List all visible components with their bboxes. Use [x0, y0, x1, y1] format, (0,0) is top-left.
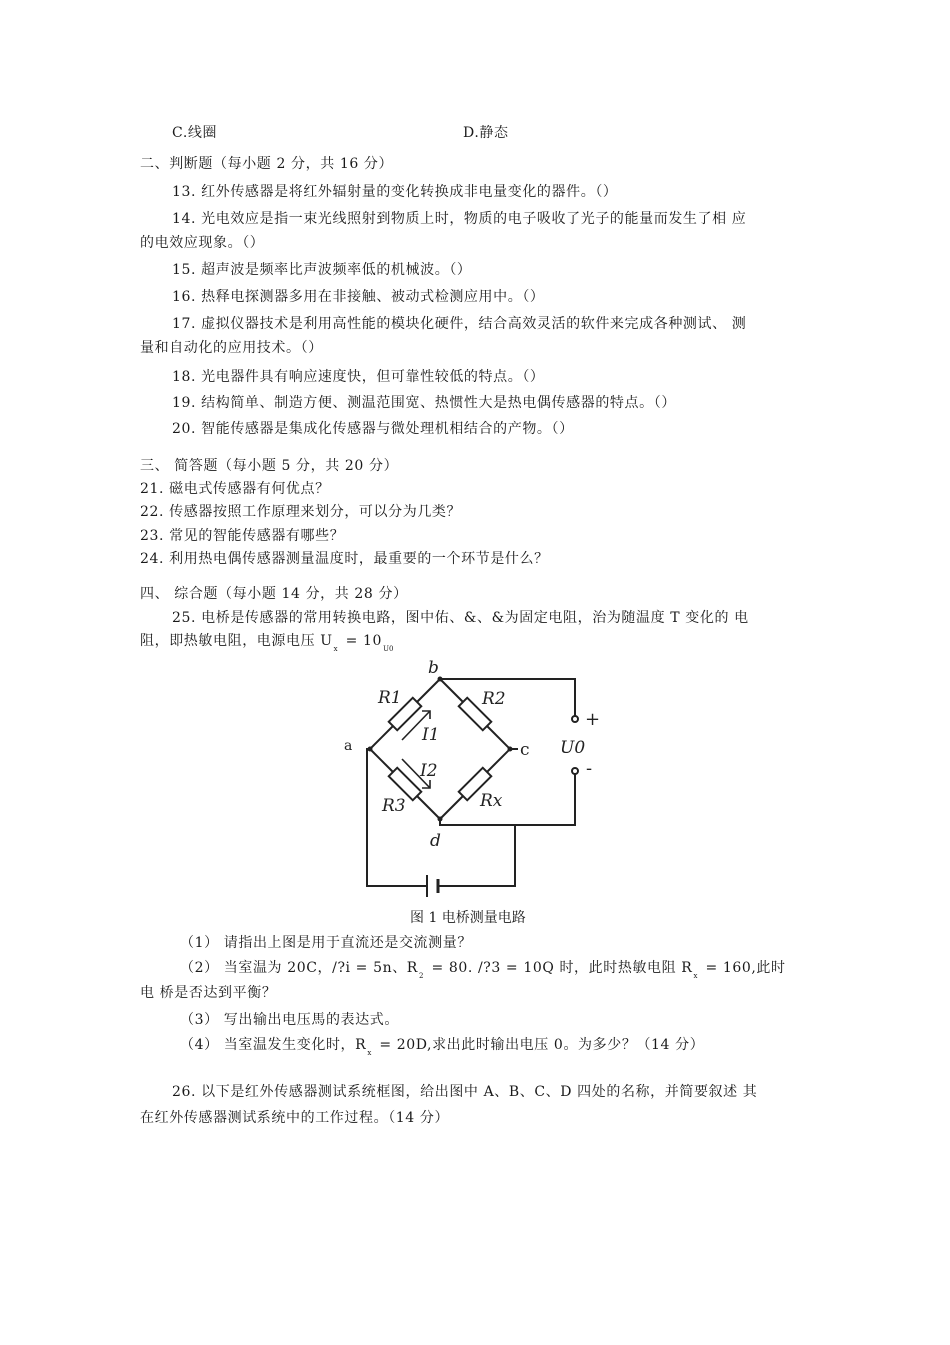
question-13: 13. 红外传感器是将红外辐射量的变化转换成非电量变化的器件。（）: [172, 184, 618, 200]
terminal-minus: [572, 768, 578, 774]
q25-text-a: 阻，即热敏电阻，电源电压 U: [140, 633, 333, 649]
question-24: 24. 利用热电偶传感器测量温度时，最重要的一个环节是什么？: [140, 551, 549, 567]
label-node-b: b: [428, 658, 439, 678]
question-17-line1: 17. 虚拟仪器技术是利用高性能的模块化硬件，结合高效灵活的软件来完成各种测试、 测: [172, 316, 747, 332]
node-c-dot: [508, 747, 513, 752]
bridge-circuit-figure: [330, 650, 620, 905]
subquestion-4: [180, 1036, 704, 1056]
label-node-d: d: [430, 831, 441, 851]
node-a-dot: [368, 747, 373, 752]
q25-sub-x: x: [333, 645, 338, 653]
s2-text-b: = 80. /?3 = 10Q 时，此时热敏电阻 R: [426, 960, 693, 976]
question-26-line1: 26. 以下是红外传感器测试系统框图，给出图中 A、B、C、D 四处的名称，并简要叙述 其: [172, 1084, 758, 1100]
s2-text-a: （2） 当室温为 20C，/?i = 5n、R: [180, 960, 418, 976]
question-22: 22. 传感器按照工作原理来划分，可以分为几类？: [140, 504, 462, 520]
s4-sub-x: x: [367, 1049, 372, 1057]
option-d: D.静态: [463, 125, 509, 141]
question-14-line1: 14. 光电效应是指一束光线照射到物质上时，物质的电子吸收了光子的能量而发生了相 应: [172, 211, 747, 227]
s2-sub-2: 2: [418, 972, 424, 980]
question-25-line2: [140, 632, 396, 652]
subquestion-1: （1） 请指出上图是用于直流还是交流测量？: [180, 935, 472, 951]
node-d-dot: [438, 817, 443, 822]
question-18: 18. 光电器件具有响应速度快，但可靠性较低的特点。（）: [172, 369, 545, 385]
label-minus: -: [586, 758, 593, 779]
label-u0: U0: [560, 738, 586, 758]
label-node-c: c: [520, 740, 530, 760]
question-25-line1: 25. 电桥是传感器的常用转换电路，图中佑、&、&为固定电阻，治为随温度 T 变化的 电: [172, 610, 749, 626]
q25-text-b: = 10: [340, 633, 383, 649]
question-21: 21. 磁电式传感器有何优点？: [140, 481, 330, 497]
question-26-line2: 在红外传感器测试系统中的工作过程。（14 分）: [140, 1110, 450, 1126]
question-14-line2: 的电效应现象。（）: [140, 235, 265, 251]
terminal-plus: [572, 716, 578, 722]
question-19: 19. 结构简单、制造方便、测温范围宽、热惯性大是热电偶传感器的特点。（）: [172, 395, 676, 411]
question-16: 16. 热释电探测器多用在非接触、被动式检测应用中。（）: [172, 289, 545, 305]
s2-text-c: = 160,此时: [700, 960, 786, 976]
option-c: C.线圈: [172, 125, 218, 141]
label-node-a: a: [344, 738, 353, 754]
s4-text-a: （4） 当室温发生变化时，R: [180, 1037, 367, 1053]
label-i1: I1: [422, 725, 440, 745]
s4-text-b: = 20D,求出此时输出电压 0。为多少？（14 分）: [374, 1037, 705, 1053]
question-20: 20. 智能传感器是集成化传感器与微处理机相结合的产物。（）: [172, 421, 574, 437]
question-17-line2: 量和自动化的应用技术。（）: [140, 340, 323, 356]
label-plus: +: [585, 709, 601, 730]
figure-caption: 图 1 电桥测量电路: [410, 910, 526, 926]
label-r3: R3: [382, 796, 406, 816]
q25-sub-u0: U0: [383, 645, 394, 653]
label-i2: I2: [420, 761, 438, 781]
question-15: 15. 超声波是频率比声波频率低的机械波。（）: [172, 262, 472, 278]
question-23: 23. 常见的智能传感器有哪些？: [140, 528, 345, 544]
subquestion-2-line1: [180, 959, 786, 979]
section3-heading: 三、 简答题（每小题 5 分，共 20 分）: [140, 458, 399, 474]
label-r2: R2: [482, 689, 506, 709]
label-rx: Rx: [480, 791, 503, 811]
label-r1: R1: [378, 688, 402, 708]
section2-heading: 二、判断题（每小题 2 分，共 16 分）: [140, 156, 394, 172]
subquestion-3: （3） 写出输出电压馬的表达式。: [180, 1012, 399, 1028]
subquestion-2-line2: 电 桥是否达到平衡？: [140, 985, 277, 1001]
section4-heading: 四、 综合题（每小题 14 分，共 28 分）: [140, 586, 408, 602]
s2-sub-x: x: [693, 972, 698, 980]
